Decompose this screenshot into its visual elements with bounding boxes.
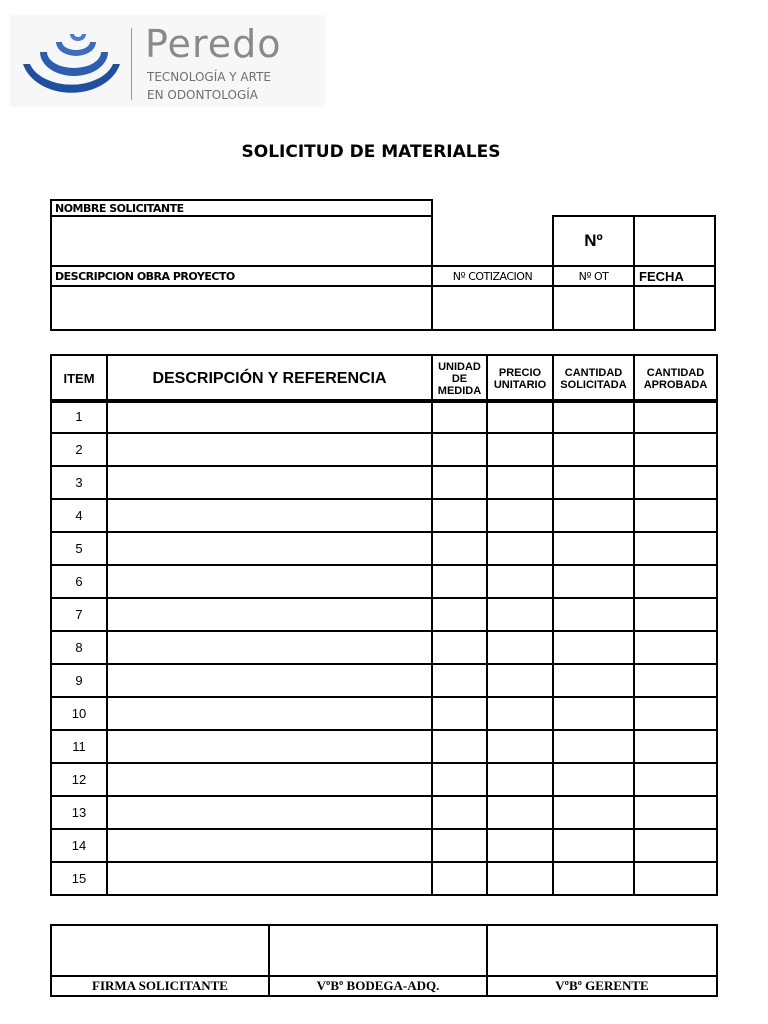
numero-field[interactable] [633, 215, 716, 267]
cell-precio[interactable] [486, 696, 554, 731]
signature-space[interactable] [50, 924, 270, 977]
row-number: 11 [50, 729, 108, 764]
row-number: 7 [50, 597, 108, 632]
cell-descripcion[interactable] [106, 762, 433, 797]
cell-cantidad-aprobada[interactable] [633, 531, 718, 566]
cell-cantidad-solicitada[interactable] [552, 861, 635, 896]
row-number: 15 [50, 861, 108, 896]
logo-name: Peredo [145, 22, 282, 66]
cell-cantidad-solicitada[interactable] [552, 828, 635, 863]
cell-cantidad-aprobada[interactable] [633, 597, 718, 632]
row-number: 2 [50, 432, 108, 467]
cell-precio[interactable] [486, 663, 554, 698]
cell-cantidad-aprobada[interactable] [633, 795, 718, 830]
cell-descripcion[interactable] [106, 432, 433, 467]
cell-unidad[interactable] [431, 399, 488, 434]
cell-cantidad-solicitada[interactable] [552, 729, 635, 764]
column-header-descripcion: DESCRIPCIÓN Y REFERENCIA [106, 354, 433, 403]
cell-unidad[interactable] [431, 465, 488, 500]
cell-descripcion[interactable] [106, 399, 433, 434]
descripcion-obra-field[interactable] [50, 285, 433, 331]
cell-descripcion[interactable] [106, 795, 433, 830]
cell-descripcion[interactable] [106, 498, 433, 533]
cotizacion-field[interactable] [431, 285, 554, 331]
row-number: 10 [50, 696, 108, 731]
cell-cantidad-solicitada[interactable] [552, 399, 635, 434]
descripcion-obra-label: DESCRIPCION OBRA PROYECTO [50, 265, 433, 287]
cell-cantidad-aprobada[interactable] [633, 630, 718, 665]
cell-cantidad-aprobada[interactable] [633, 663, 718, 698]
logo-divider [131, 28, 132, 100]
cell-cantidad-solicitada[interactable] [552, 696, 635, 731]
page-title: SOLICITUD DE MATERIALES [241, 142, 501, 162]
cell-cantidad-aprobada[interactable] [633, 465, 718, 500]
cell-descripcion[interactable] [106, 861, 433, 896]
cell-unidad[interactable] [431, 564, 488, 599]
cell-unidad[interactable] [431, 498, 488, 533]
fecha-label: FECHA [633, 265, 716, 287]
cell-cantidad-aprobada[interactable] [633, 861, 718, 896]
numero-label: Nº [552, 215, 635, 267]
cell-unidad[interactable] [431, 597, 488, 632]
cotizacion-label: Nº COTIZACION [431, 265, 554, 287]
cell-precio[interactable] [486, 465, 554, 500]
column-header-item: ITEM [50, 354, 108, 403]
cell-descripcion[interactable] [106, 630, 433, 665]
cell-cantidad-solicitada[interactable] [552, 465, 635, 500]
cell-unidad[interactable] [431, 762, 488, 797]
cell-cantidad-solicitada[interactable] [552, 795, 635, 830]
cell-precio[interactable] [486, 795, 554, 830]
cell-descripcion[interactable] [106, 828, 433, 863]
row-number: 4 [50, 498, 108, 533]
row-number: 8 [50, 630, 108, 665]
cell-precio[interactable] [486, 564, 554, 599]
cell-unidad[interactable] [431, 663, 488, 698]
cell-precio[interactable] [486, 861, 554, 896]
cell-unidad[interactable] [431, 828, 488, 863]
row-number: 3 [50, 465, 108, 500]
signature-label: FIRMA SOLICITANTE [50, 975, 270, 997]
cell-cantidad-aprobada[interactable] [633, 498, 718, 533]
cell-unidad[interactable] [431, 432, 488, 467]
cell-cantidad-solicitada[interactable] [552, 597, 635, 632]
row-number: 6 [50, 564, 108, 599]
cell-cantidad-aprobada[interactable] [633, 564, 718, 599]
fecha-field[interactable] [633, 285, 716, 331]
cell-precio[interactable] [486, 630, 554, 665]
cell-cantidad-solicitada[interactable] [552, 498, 635, 533]
nombre-solicitante-label: NOMBRE SOLICITANTE [50, 199, 433, 217]
cell-descripcion[interactable] [106, 465, 433, 500]
cell-cantidad-aprobada[interactable] [633, 828, 718, 863]
nombre-solicitante-field[interactable] [50, 215, 433, 267]
cell-cantidad-aprobada[interactable] [633, 432, 718, 467]
cell-descripcion[interactable] [106, 597, 433, 632]
column-header-cantidad-solicitada: CANTIDAD SOLICITADA [552, 354, 635, 403]
cell-precio[interactable] [486, 729, 554, 764]
cell-descripcion[interactable] [106, 564, 433, 599]
cell-unidad[interactable] [431, 861, 488, 896]
cell-descripcion[interactable] [106, 729, 433, 764]
row-number: 13 [50, 795, 108, 830]
cell-cantidad-solicitada[interactable] [552, 630, 635, 665]
cell-cantidad-aprobada[interactable] [633, 399, 718, 434]
row-number: 5 [50, 531, 108, 566]
cell-unidad[interactable] [431, 696, 488, 731]
cell-precio[interactable] [486, 828, 554, 863]
column-header-precio: PRECIO UNITARIO [486, 354, 554, 403]
column-header-unidad: UNIDAD DE MEDIDA [431, 354, 488, 403]
cell-unidad[interactable] [431, 630, 488, 665]
cell-cantidad-aprobada[interactable] [633, 696, 718, 731]
signature-space[interactable] [486, 924, 718, 977]
logo-mark-icon [20, 30, 125, 98]
cell-cantidad-aprobada[interactable] [633, 729, 718, 764]
logo-tagline-1: TECNOLOGÍA Y ARTE [147, 70, 272, 84]
cell-precio[interactable] [486, 762, 554, 797]
cell-descripcion[interactable] [106, 696, 433, 731]
cell-cantidad-solicitada[interactable] [552, 564, 635, 599]
cell-cantidad-solicitada[interactable] [552, 432, 635, 467]
cell-precio[interactable] [486, 498, 554, 533]
cell-precio[interactable] [486, 432, 554, 467]
cell-cantidad-solicitada[interactable] [552, 531, 635, 566]
ot-field[interactable] [552, 285, 635, 331]
row-number: 9 [50, 663, 108, 698]
logo-tagline-2: EN ODONTOLOGÍA [147, 88, 259, 102]
cell-descripcion[interactable] [106, 531, 433, 566]
cell-precio[interactable] [486, 399, 554, 434]
row-number: 1 [50, 399, 108, 434]
ot-label: Nº OT [552, 265, 635, 287]
signature-space[interactable] [268, 924, 488, 977]
cell-cantidad-solicitada[interactable] [552, 762, 635, 797]
cell-cantidad-aprobada[interactable] [633, 762, 718, 797]
signature-label: VºBº GERENTE [486, 975, 718, 997]
cell-precio[interactable] [486, 531, 554, 566]
signature-label: VºBº BODEGA-ADQ. [268, 975, 488, 997]
row-number: 12 [50, 762, 108, 797]
cell-unidad[interactable] [431, 531, 488, 566]
cell-unidad[interactable] [431, 795, 488, 830]
cell-cantidad-solicitada[interactable] [552, 663, 635, 698]
row-number: 14 [50, 828, 108, 863]
cell-precio[interactable] [486, 597, 554, 632]
cell-descripcion[interactable] [106, 663, 433, 698]
column-header-cantidad-aprobada: CANTIDAD APROBADA [633, 354, 718, 403]
cell-unidad[interactable] [431, 729, 488, 764]
